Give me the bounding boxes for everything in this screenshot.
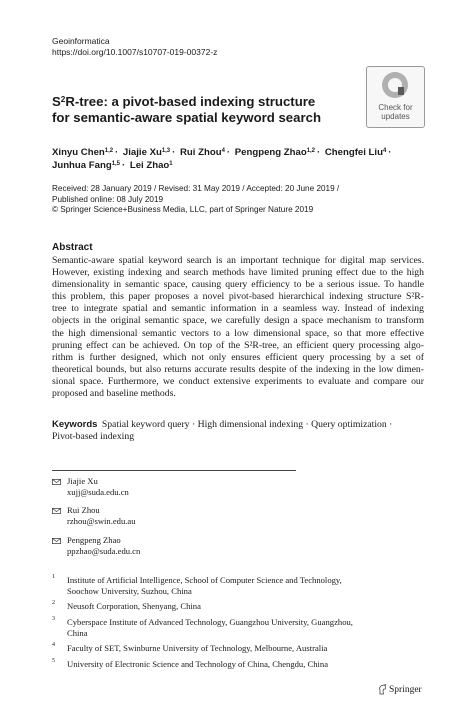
author-name: Lei Zhao$^1$ [129, 159, 173, 171]
author-affiliation-ref: 1,3 [161, 148, 171, 155]
affiliation-number: 4 [52, 642, 55, 648]
footnote-divider [52, 470, 296, 471]
title-line2: for semantic-aware spatial keyword search [52, 110, 321, 125]
abstract-line: this problem, this paper proposes a novel pivot-based hierarchical indexing structure S²R- [52, 291, 424, 303]
contact-name: Jiajie Xu [67, 476, 98, 486]
author-name: Xinyu Chen$^{1,2}$ [52, 147, 114, 158]
author-affiliation-ref: 1,2 [104, 148, 114, 155]
affiliation-number: 3 [52, 616, 55, 622]
contact-email[interactable]: xujj@suda.edu.cn [67, 487, 129, 497]
author-line1: Xinyu Chen$^{1,2}$ · Jiajie Xu$^{1,3}$ · Rui Zhou$^4$ · Pengpeng Zhao$^{1,2}$ · Chengfei Liu$^4$ · [52, 147, 392, 158]
author-affiliation-ref: 1 [169, 160, 173, 167]
author-line2: Junhua Fang$^{1,5}$ · Lei Zhao$^1$ [52, 159, 173, 171]
contact-email[interactable]: ppzhao@suda.edu.cn [67, 546, 141, 556]
copyright-line: © Springer Science+Business Media, LLC, part of Springer Nature 2019 [52, 205, 314, 214]
abstract-line: pruning effect can be achieved. On top of the S²R-tree, an efficient query processing algo- [52, 339, 424, 351]
title-line1-text: R-tree: a pivot-based indexing structure [65, 94, 316, 109]
abstract-line: dimensionality in semantic space, causing query efficiency to be a serious issue. To handle [52, 279, 424, 291]
abstract-line: sional space. Furthermore, we conduct extensive experiments to evaluate and compare our [52, 375, 424, 387]
affiliation-text: Cyberspace Institute of Advanced Technology, Guangzhou University, Guangzhou, [67, 617, 353, 627]
title-prefix: S [52, 94, 61, 109]
abstract-body [52, 255, 424, 400]
abstract-line: rithm is further designed, which not only ensures efficient query processing by a set of [52, 351, 424, 363]
author-affiliation-ref: 4 [382, 148, 387, 155]
affiliation-text: Soochow University, Suzhou, China [67, 586, 192, 596]
keywords-label: Keywords [52, 419, 98, 430]
abstract-line: theoretical bounds, but also returns accurate results despite of the indexing in the low dimen- [52, 363, 424, 375]
abstract-line: the high dimensional semantic vectors to a low dimensional space, so that more effective [52, 327, 424, 339]
publication-dates [52, 184, 339, 216]
abstract-line: Semantic-aware spatial keyword search is an important technique for digital map services. [52, 255, 424, 266]
paper-title [52, 94, 362, 126]
title-superscript: 2 [60, 94, 66, 104]
author-affiliation-ref: 1,2 [306, 148, 315, 155]
contact-email[interactable]: rzhou@swin.edu.au [67, 516, 136, 526]
publisher-name: Springer [389, 685, 422, 695]
affiliation-number: 2 [52, 600, 55, 606]
dates-line2: Published online: 08 July 2019 [52, 194, 164, 204]
springer-horse-icon [378, 684, 387, 695]
author-name: Junhua Fang$^{1,5}$ [52, 159, 120, 171]
envelope-icon [52, 479, 61, 485]
check-for-updates-badge[interactable] [366, 66, 425, 128]
affiliation-number: 1 [52, 574, 55, 580]
abstract-line: However, existing indexing and search methods have limited pruning effect due to the high [52, 267, 424, 279]
abstract-line: objects in the original semantic space, we carefully design a space mechanism to transform [52, 315, 424, 327]
badge-label-line2: updates [381, 112, 410, 121]
author-affiliation-ref: 1,5 [111, 160, 120, 167]
affiliation-text: Institute of Artificial Intelligence, School of Computer Science and Technology, [67, 575, 342, 585]
envelope-icon [52, 508, 61, 514]
publisher-logo [378, 684, 422, 696]
journal-name: Geoinformatica [52, 36, 110, 46]
affiliation-text: Faculty of SET, Swinburne University of Technology, Melbourne, Australia [67, 643, 328, 653]
contact-name: Pengpeng Zhao [67, 535, 121, 545]
keywords-line2: Pivot-based indexing [52, 431, 135, 443]
affiliation-text: China [67, 628, 88, 638]
author-affiliation-ref: 4 [221, 148, 225, 155]
update-check-icon [382, 72, 408, 98]
envelope-icon [52, 538, 61, 544]
abstract-line: proposed and baseline methods. [52, 388, 176, 400]
author-list [52, 147, 424, 172]
keywords-text: Spatial keyword query · High dimensional indexing · Query optimization · [101, 419, 393, 430]
title-line1 [52, 94, 362, 110]
badge-label-line1: Check for [378, 103, 413, 112]
dates-line1: Received: 28 January 2019 / Revised: 31 May 2019 / Accepted: 20 June 2019 / [52, 184, 340, 193]
abstract-heading: Abstract [52, 242, 93, 253]
contact-name: Rui Zhou [67, 505, 100, 515]
author-name: Jiajie Xu$^{1,3}$ [122, 147, 171, 158]
keywords-block [52, 419, 424, 443]
author-name: Pengpeng Zhao$^{1,2}$ [234, 147, 315, 158]
affiliation-text: Neusoft Corporation, Shenyang, China [67, 601, 201, 611]
abstract-line: tree to integrate spatial and semantic information in a seamless way. Instead of indexing [52, 303, 424, 315]
affiliation-text: University of Electronic Science and Technology of China, Chengdu, China [67, 659, 329, 669]
keywords-line1 [52, 419, 424, 431]
affiliation-number: 5 [52, 658, 55, 664]
author-name: Rui Zhou$^4$ [180, 147, 225, 158]
author-name: Chengfei Liu$^4$ [324, 147, 387, 158]
doi-link[interactable]: https://doi.org/10.1007/s10707-019-00372-z [52, 47, 218, 57]
